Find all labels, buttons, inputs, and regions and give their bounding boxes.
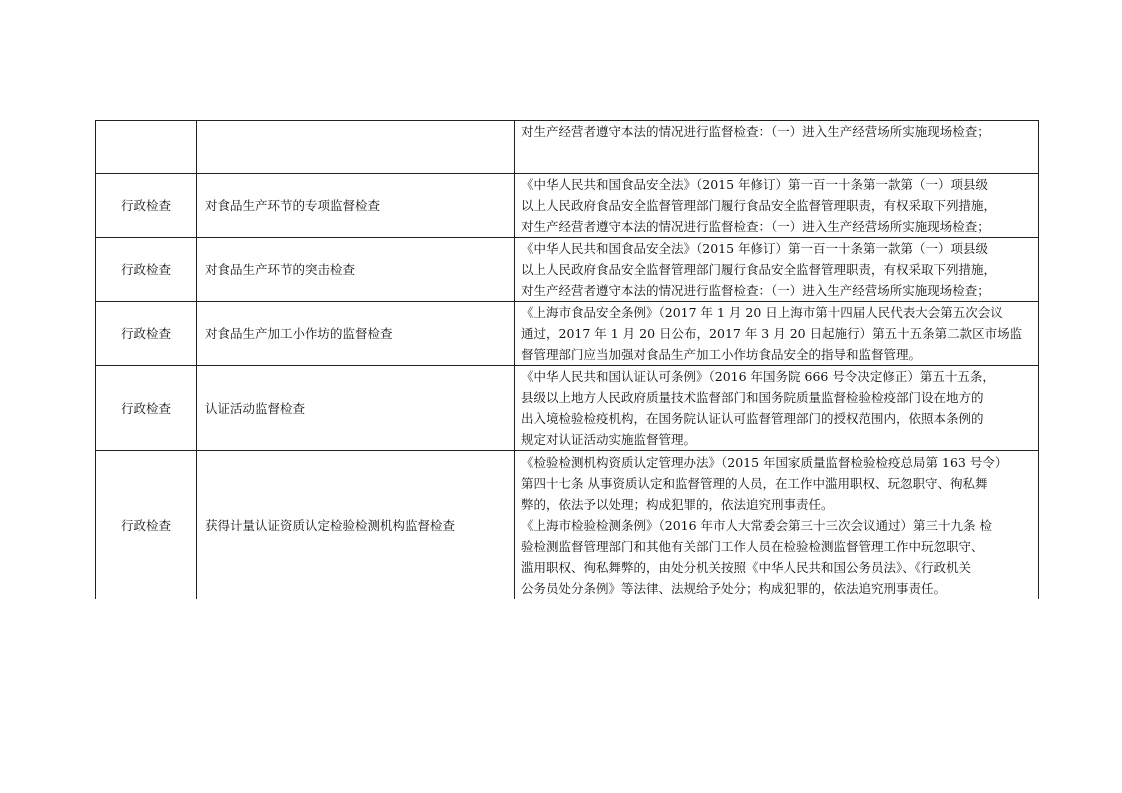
inspection-item-cell: 对食品生产环节的突击检查 [197,238,515,302]
legal-basis-line: 滥用职权、徇私舞弊的，由处分机关按照《中华人民共和国公务员法》、《行政机关 [521,559,972,575]
legal-basis-cell [515,302,1039,366]
legal-basis-line: 对生产经营者遵守本法的情况进行监督检查：（一）进入生产经营场所实施现场检查； [521,124,990,139]
inspection-type-cell [96,121,197,174]
legal-basis-line: 督管理部门应当加强对食品生产加工小作坊食品安全的指导和监督管理。 [521,347,922,362]
legal-basis-line: 以上人民政府食品安全监督管理部门履行食品安全监督管理职责，有权采取下列措施， [521,262,997,277]
inspection-type-cell: 行政检查 [96,366,197,451]
table-row [96,121,1039,174]
table-row [96,451,1039,600]
legal-basis-line: 规定对认证活动实施监督管理。 [521,432,697,447]
legal-basis-line: 通过，2017 年 1 月 20 日公布，2017 年 3 月 20 日起施行）第五十五条第二款区市场监 [521,326,1023,341]
legal-basis-cell [515,451,1039,600]
inspection-item-cell: 获得计量认证资质认定检验检测机构监督检查 [197,451,515,600]
table-row [96,174,1039,238]
legal-basis-line: 县级以上地方人民政府质量技术监督部门和国务院质量监督检验检疫部门设在地方的 [521,390,984,405]
legal-basis-cell [515,121,1039,174]
legal-basis-line: 对生产经营者遵守本法的情况进行监督检查：（一）进入生产经营场所实施现场检查； [521,283,990,298]
legal-basis-line: 《中华人民共和国食品安全法》（2015 年修订）第一百一十条第一款第（一）项县级 [521,241,989,256]
regulation-table [95,120,1039,599]
legal-basis-line: 验检测监督管理部门和其他有关部门工作人员在检验检测监督管理工作中玩忽职守、 [521,538,984,554]
legal-basis-cell [515,238,1039,302]
table-row [96,238,1039,302]
table-row [96,302,1039,366]
inspection-item-cell [197,121,515,174]
table-row [96,366,1039,451]
legal-basis-line: 第四十七条 从事资质认定和监督管理的人员，在工作中滥用职权、玩忽职守、徇私舞 [521,475,988,491]
inspection-type-cell: 行政检查 [96,238,197,302]
legal-basis-line: 《上海市检验检测条例》（2016 年市人大常委会第三十三次会议通过）第三十九条 检 [521,517,993,533]
legal-basis-cell [515,174,1039,238]
legal-basis-cell [515,366,1039,451]
inspection-type-cell: 行政检查 [96,451,197,600]
inspection-item-cell: 认证活动监督检查 [197,366,515,451]
legal-basis-line: 《检验检测机构资质认定管理办法》（2015 年国家质量监督检验检疫总局第 163 号令） [521,454,1008,470]
legal-basis-line: 《中华人民共和国食品安全法》（2015 年修订）第一百一十条第一款第（一）项县级 [521,177,989,192]
inspection-type-cell: 行政检查 [96,302,197,366]
legal-basis-line: 出入境检验检疫机构，在国务院认证认可监督管理部门的授权范围内，依照本条例的 [521,411,984,426]
legal-basis-line: 弊的，依法予以处理；构成犯罪的，依法追究刑事责任。 [521,496,834,512]
inspection-type-cell: 行政检查 [96,174,197,238]
legal-basis-line: 对生产经营者遵守本法的情况进行监督检查：（一）进入生产经营场所实施现场检查； [521,219,990,234]
legal-basis-line: 以上人民政府食品安全监督管理部门履行食品安全监督管理职责，有权采取下列措施， [521,198,997,213]
legal-basis-line: 《上海市食品安全条例》（2017 年 1 月 20 日上海市第十四届人民代表大会第五次会议 [521,305,1003,320]
inspection-item-cell: 对食品生产加工小作坊的监督检查 [197,302,515,366]
legal-basis-line: 公务员处分条例》等法律、法规给予处分；构成犯罪的，依法追究刑事责任。 [521,580,947,596]
legal-basis-line: 《中华人民共和国认证认可条例》（2016 年国务院 666 号令决定修正）第五十五条， [521,369,995,384]
inspection-item-cell: 对食品生产环节的专项监督检查 [197,174,515,238]
